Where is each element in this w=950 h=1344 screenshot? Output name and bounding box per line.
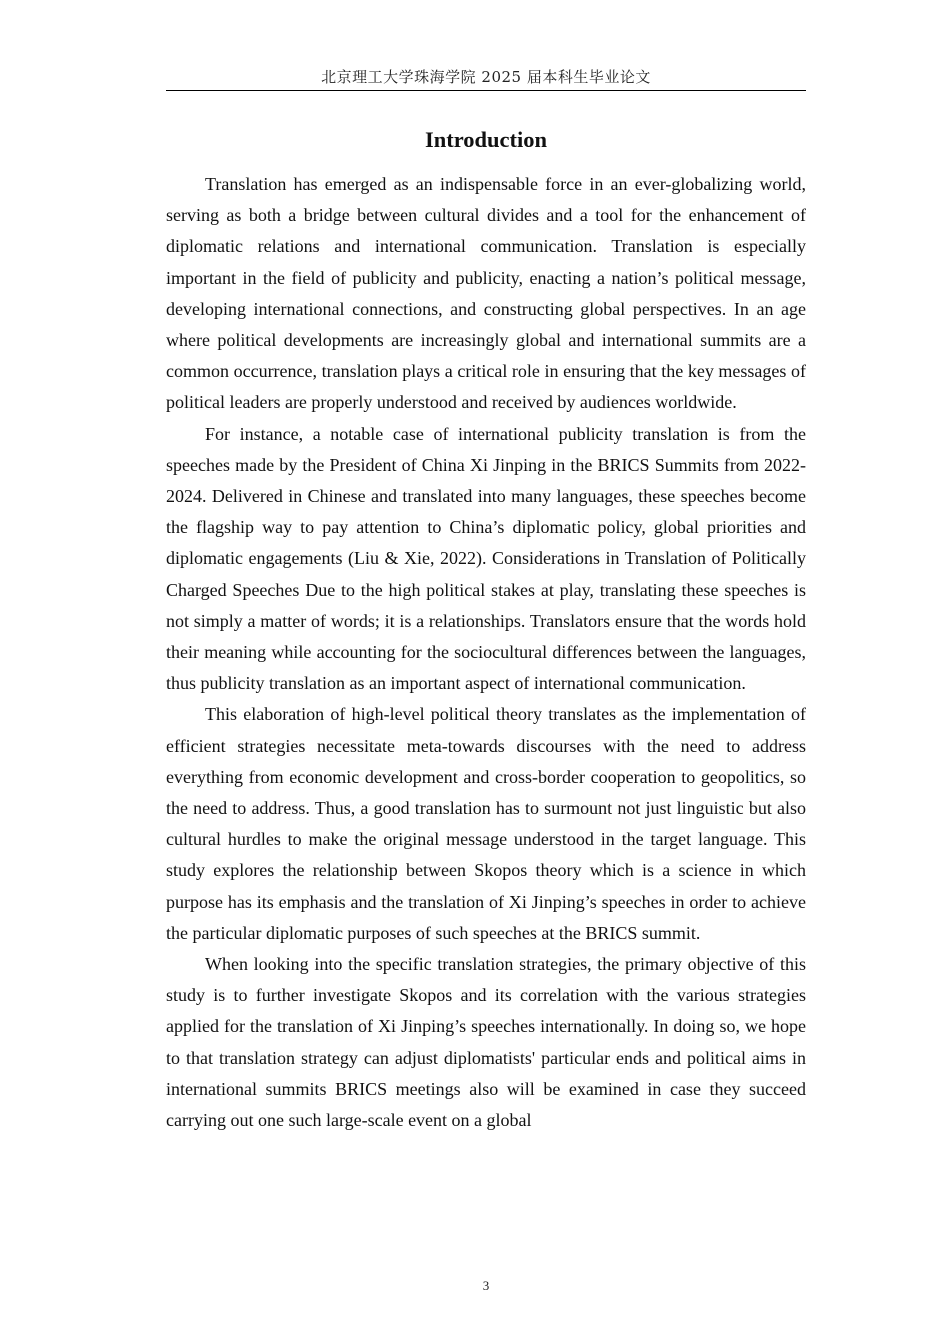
paragraph-4: When looking into the specific translation strategies, the primary objective of this study is to further investigate Skopos and its correlation with the various strategies applied for the translation of Xi Jinping’s speeches internationally. In doing so, we hope to that translation strategy can adjust diplomatists' particular ends and political aims in international summits BRICS meetings also will be examined in case they succeed carrying out one such large-scale event on a global (166, 954, 806, 1131)
running-header: 北京理工大学珠海学院 2025 届本科生毕业论文 (321, 68, 651, 86)
paragraph-3: This elaboration of high-level political theory translates as the implementation of efficient strategies necessitate meta-towards discourses with the need to address everything from economic development and cross-border cooperation to geopolitics, so the need to address. Thus, a good translation has to surmount not just linguistic but also cultural hurdles to make the original message understood in the target language. This study explores the relationship between Skopos theory which is a science in which purpose has its emphasis and the translation of Xi Jinping’s speeches in order to achieve the particular diplomatic purposes of such speeches at the BRICS summit. (166, 704, 806, 943)
body-text (166, 169, 806, 1136)
paragraph-1: Translation has emerged as an indispensable force in an ever-globalizing world, serving as both a bridge between cultural divides and a tool for the enhancement of diplomatic relations and international communication. Translation is especially important in the field of publicity and publicity, enacting a nation’s political message, developing international connections, and constructing global perspectives. In an age where political developments are increasingly global and international summits are a common occurrence, translation plays a critical role in ensuring that the key messages of political leaders are properly understood and received by audiences worldwide. (166, 174, 806, 413)
paragraph-2: For instance, a notable case of international publicity translation is from the speeches made by the President of China Xi Jinping in the BRICS Summits from 2022-2024. Delivered in Chinese and translated into many languages, these speeches become the flagship way to pay attention to China’s diplomatic policy, global priorities and diplomatic engagements (Liu & Xie, 2022). Considerations in Translation of Politically Charged Speeches Due to the high political stakes at play, translating these speeches is not simply a matter of words; it is a relationships. Translators ensure that the words hold their meaning while accounting for the sociocultural differences between the languages, thus publicity translation as an important aspect of international communication. (166, 423, 806, 694)
section-title: Introduction (424, 127, 548, 152)
page-number: 3 (482, 1278, 490, 1293)
header-divider (166, 90, 806, 91)
